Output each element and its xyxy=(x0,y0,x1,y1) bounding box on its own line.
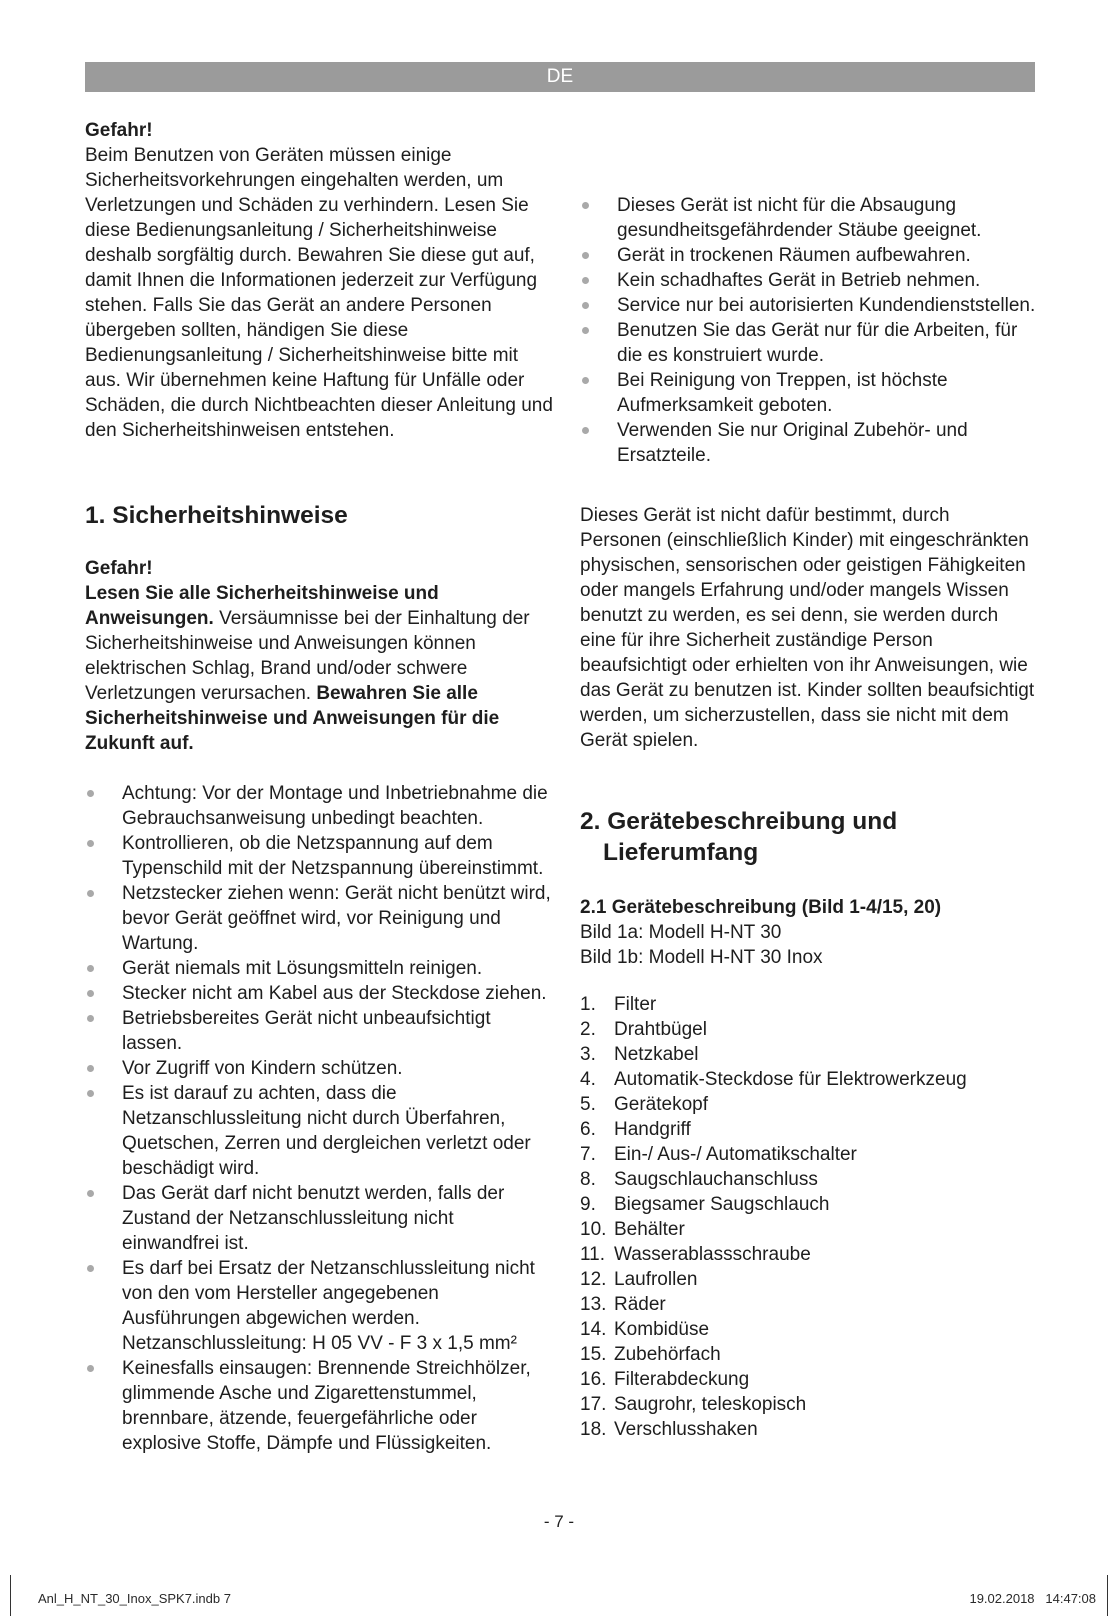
part-number: 2. xyxy=(580,1019,596,1040)
part-label: Handgriff xyxy=(614,1119,691,1140)
safety-list-left xyxy=(85,781,553,1456)
part-item xyxy=(580,1017,1036,1042)
safety-item: Das Gerät darf nicht benutzt werden, falls der Zustand der Netzanschlussleitung nicht einwandfrei ist. xyxy=(85,1181,553,1256)
safety-item: Kontrollieren, ob die Netzspannung auf dem Typenschild mit der Netzspannung übereinstimmt. xyxy=(85,831,553,881)
part-item xyxy=(580,1392,1036,1417)
page-number: - 7 - xyxy=(543,1512,575,1531)
safety-item: Achtung: Vor der Montage und Inbetriebnahme die Gebrauchsanweisung unbedingt beachten. xyxy=(85,781,553,831)
part-label: Saugschlauchanschluss xyxy=(614,1169,818,1190)
parts-list xyxy=(580,992,1036,1442)
children-notice: Dieses Gerät ist nicht dafür bestimmt, durch Personen (einschließlich Kinder) mit eingeschränkten physischen, sensorischen oder geistigen Fähigkeiten oder mangels Erfahrung und/oder mangels Wissen benutzt zu werden, es sei denn, sie werden durch eine für ihre Sicherheit zuständige Person beaufsichtigt oder erhielten von ihr Anweisungen, wie das Gerät zu benutzen ist. Kinder sollten beaufsichtigt werden, um sicherzustellen, dass sie nicht mit dem Gerät spielen. xyxy=(580,505,1035,751)
part-item xyxy=(580,1367,1036,1392)
danger-bold-keep: Bewahren Sie alle Sicherheitshinweise und Anweisungen für die Zukunft auf. xyxy=(85,683,500,754)
intro-heading: Gefahr! xyxy=(85,120,153,141)
part-label: Filterabdeckung xyxy=(614,1369,750,1390)
part-number: 12. xyxy=(580,1269,607,1290)
part-label: Netzkabel xyxy=(614,1044,699,1065)
part-label: Wasserablassschraube xyxy=(614,1244,811,1265)
part-item xyxy=(580,1192,1036,1217)
print-date: 19.02.2018 xyxy=(969,1591,1035,1606)
part-number: 4. xyxy=(580,1069,596,1090)
part-label: Kombidüse xyxy=(614,1319,710,1340)
part-item xyxy=(580,1117,1036,1142)
crop-mark-left xyxy=(10,1575,11,1616)
left-column xyxy=(85,118,553,1456)
section-1-title: 1. Sicherheitshinweise xyxy=(85,502,348,529)
part-label: Ein-/ Aus-/ Automatikschalter xyxy=(614,1144,857,1165)
figure-1b-caption: Bild 1b: Modell H-NT 30 Inox xyxy=(580,947,823,968)
part-label: Verschlusshaken xyxy=(614,1419,758,1440)
part-item xyxy=(580,1167,1036,1192)
safety-item: Betriebsbereites Gerät nicht unbeaufsichtigt lassen. xyxy=(85,1006,553,1056)
danger-consequence-text: Versäumnisse bei der Einhaltung der Sicherheitshinweise und Anweisungen können elektrischen Schlag, Brand und/oder schwere Verletzungen verursachen. xyxy=(85,608,530,704)
safety-item: Gerät niemals mit Lösungsmitteln reinigen. xyxy=(85,956,553,981)
part-item xyxy=(580,1042,1036,1067)
safety-item: Kein schadhaftes Gerät in Betrieb nehmen. xyxy=(580,268,1036,293)
language-header-bar xyxy=(85,62,1035,92)
part-item xyxy=(580,1217,1036,1242)
part-number: 9. xyxy=(580,1194,596,1215)
print-timestamp xyxy=(969,1591,1096,1606)
subsection-2-1-title: 2.1 Gerätebeschreibung (Bild 1-4/15, 20) xyxy=(580,897,942,918)
safety-item: Service nur bei autorisierten Kundendienststellen. xyxy=(580,293,1036,318)
part-item xyxy=(580,1292,1036,1317)
part-label: Saugrohr, teleskopisch xyxy=(614,1394,807,1415)
part-number: 13. xyxy=(580,1294,607,1315)
safety-item: Bei Reinigung von Treppen, ist höchste Aufmerksamkeit geboten. xyxy=(580,368,1036,418)
safety-item: Verwenden Sie nur Original Zubehör- und Ersatzteile. xyxy=(580,418,1036,468)
part-label: Zubehörfach xyxy=(614,1344,721,1365)
part-label: Behälter xyxy=(614,1219,685,1240)
part-label: Drahtbügel xyxy=(614,1019,707,1040)
part-number: 5. xyxy=(580,1094,596,1115)
part-label: Biegsamer Saugschlauch xyxy=(614,1194,830,1215)
language-label: DE xyxy=(546,66,574,87)
danger-paragraph xyxy=(85,581,553,756)
crop-mark-right xyxy=(1107,1575,1108,1616)
part-number: 14. xyxy=(580,1319,607,1340)
print-file-name: Anl_H_NT_30_Inox_SPK7.indb 7 xyxy=(38,1591,231,1606)
safety-item: Netzstecker ziehen wenn: Gerät nicht benützt wird, bevor Gerät geöffnet wird, vor Reinigung und Wartung. xyxy=(85,881,553,956)
part-label: Laufrollen xyxy=(614,1269,698,1290)
danger-bold-instruction: Lesen Sie alle Sicherheitshinweise und Anweisungen. xyxy=(85,583,439,629)
right-column xyxy=(580,193,1036,1442)
part-number: 3. xyxy=(580,1044,596,1065)
safety-item: Gerät in trockenen Räumen aufbewahren. xyxy=(580,243,1036,268)
part-number: 10. xyxy=(580,1219,607,1240)
part-item xyxy=(580,1317,1036,1342)
section-2-title xyxy=(580,806,1036,868)
part-number: 16. xyxy=(580,1369,607,1390)
part-item xyxy=(580,1142,1036,1167)
part-item xyxy=(580,992,1036,1017)
part-number: 6. xyxy=(580,1119,596,1140)
safety-item: Benutzen Sie das Gerät nur für die Arbeiten, für die es konstruiert wurde. xyxy=(580,318,1036,368)
part-number: 7. xyxy=(580,1144,596,1165)
safety-item: Es darf bei Ersatz der Netzanschlussleitung nicht von den vom Hersteller angegebenen Ausführungen abgewichen werden. Netzanschlussleitung: H 05 VV - F 3 x 1,5 mm² xyxy=(85,1256,553,1356)
part-number: 17. xyxy=(580,1394,607,1415)
part-number: 18. xyxy=(580,1419,607,1440)
safety-item: Stecker nicht am Kabel aus der Steckdose ziehen. xyxy=(85,981,553,1006)
safety-item: Es ist darauf zu achten, dass die Netzanschlussleitung nicht durch Überfahren, Quetschen, Zerren und dergleichen verletzt oder beschädigt wird. xyxy=(85,1081,553,1181)
part-item xyxy=(580,1342,1036,1367)
safety-list-right xyxy=(580,193,1036,468)
section-2-title-line1: 2. Gerätebeschreibung und xyxy=(580,808,898,835)
part-label: Räder xyxy=(614,1294,666,1315)
part-item xyxy=(580,1242,1036,1267)
part-number: 11. xyxy=(580,1244,606,1265)
section-2-title-line2: Lieferumfang xyxy=(603,839,759,866)
safety-item: Dieses Gerät ist nicht für die Absaugung gesundheitsgefährdender Stäube geeignet. xyxy=(580,193,1036,243)
safety-item: Vor Zugriff von Kindern schützen. xyxy=(85,1056,553,1081)
part-label: Gerätekopf xyxy=(614,1094,708,1115)
part-item xyxy=(580,1267,1036,1292)
part-number: 8. xyxy=(580,1169,596,1190)
part-item xyxy=(580,1417,1036,1442)
part-label: Filter xyxy=(614,994,657,1015)
part-number: 1. xyxy=(580,994,596,1015)
danger-heading: Gefahr! xyxy=(85,558,153,579)
figure-1a-caption: Bild 1a: Modell H-NT 30 xyxy=(580,922,782,943)
intro-paragraph: Beim Benutzen von Geräten müssen einige Sicherheitsvorkehrungen eingehalten werden, um Verletzungen und Schäden zu verhindern. Lesen Sie diese Bedienungsanleitung / Sicherheitshinweise deshalb sorgfältig durch. Bewahren Sie diese gut auf, damit Ihnen die Informationen jederzeit zur Verfügung stehen. Falls Sie das Gerät an andere Personen übergeben sollten, händigen Sie diese Bedienungsanleitung / Sicherheitshinweise bitte mit aus. Wir übernehmen keine Haftung für Unfälle oder Schäden, die durch Nichtbeachten dieser Anleitung und den Sicherheitshinweisen entstehen. xyxy=(85,145,553,441)
print-time: 14:47:08 xyxy=(1045,1591,1096,1606)
part-item xyxy=(580,1067,1036,1092)
part-number: 15. xyxy=(580,1344,607,1365)
safety-item: Keinesfalls einsaugen: Brennende Streichhölzer, glimmende Asche und Zigarettenstummel, brennbare, ätzende, feuergefährliche oder explosive Stoffe, Dämpfe und Flüssigkeiten. xyxy=(85,1356,553,1456)
part-item xyxy=(580,1092,1036,1117)
part-label: Automatik-Steckdose für Elektrowerkzeug xyxy=(614,1069,967,1090)
